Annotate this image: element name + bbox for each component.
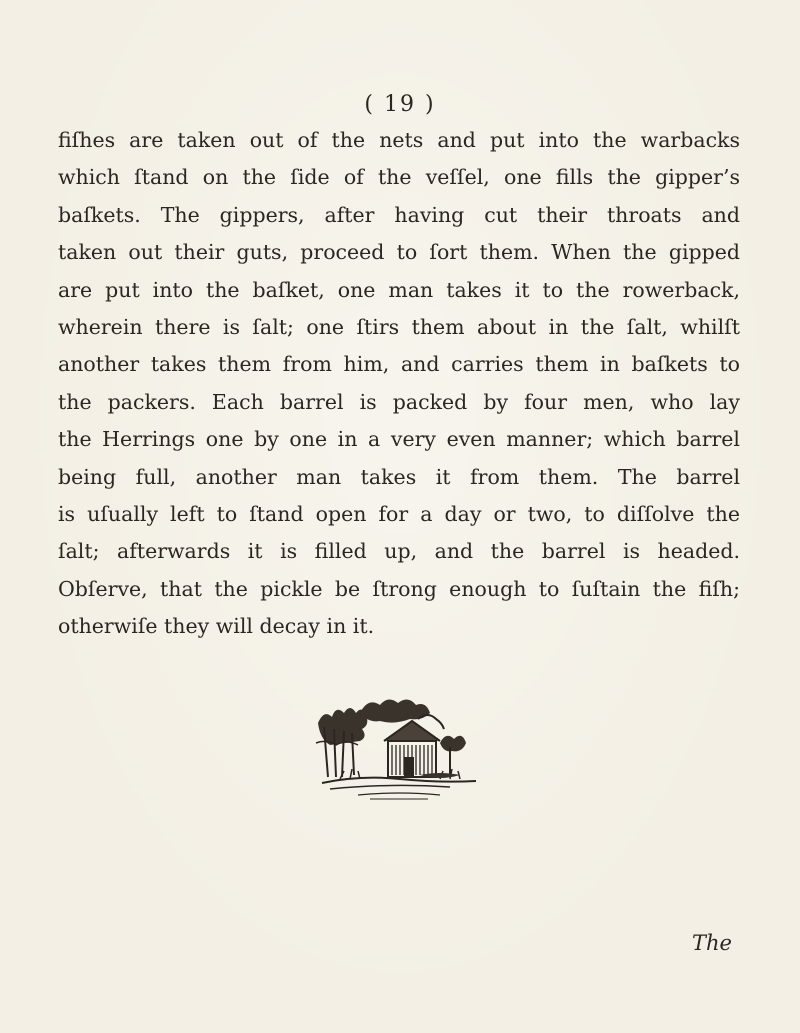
text-line: are put into the baſket, one man takes it to the rowerback, [58, 277, 740, 302]
body-text [58, 122, 740, 646]
text-line: the Herrings one by one in a very even manner; which barrel [58, 427, 740, 452]
text-line: ſalt; afterwards it is filled up, and the barrel is headed. [58, 539, 740, 564]
text-line: wherein there is ſalt; one ſtirs them about in the ſalt, whilſt [58, 315, 740, 340]
catchword: The [692, 931, 732, 955]
cottage-landscape-engraving-icon [300, 683, 496, 803]
text-line: baſkets. The gippers, after having cut their throats and [58, 202, 740, 227]
text-line: another takes them from him, and carries them in baſkets to [58, 352, 740, 377]
text-line: fiſhes are taken out of the nets and put into the warbacks [58, 128, 740, 152]
text-line: being full, another man takes it from them. The barrel [58, 464, 740, 489]
text-line: taken out their guts, proceed to ſort them. When the gipped [58, 240, 740, 265]
text-line: which ſtand on the ſide of the veſſel, one fills the gipper’s [58, 165, 740, 190]
text-line: the packers. Each barrel is packed by four men, who lay [58, 389, 740, 414]
text-line: is uſually left to ſtand open for a day or two, to diſſolve the [58, 502, 740, 527]
page-number: ( 19 ) [364, 92, 436, 117]
text-line: Obſerve, that the pickle be ſtrong enough to ſuſtain the fiſh; [58, 576, 740, 601]
text-line: otherwiſe they will decay in it. [58, 614, 375, 639]
